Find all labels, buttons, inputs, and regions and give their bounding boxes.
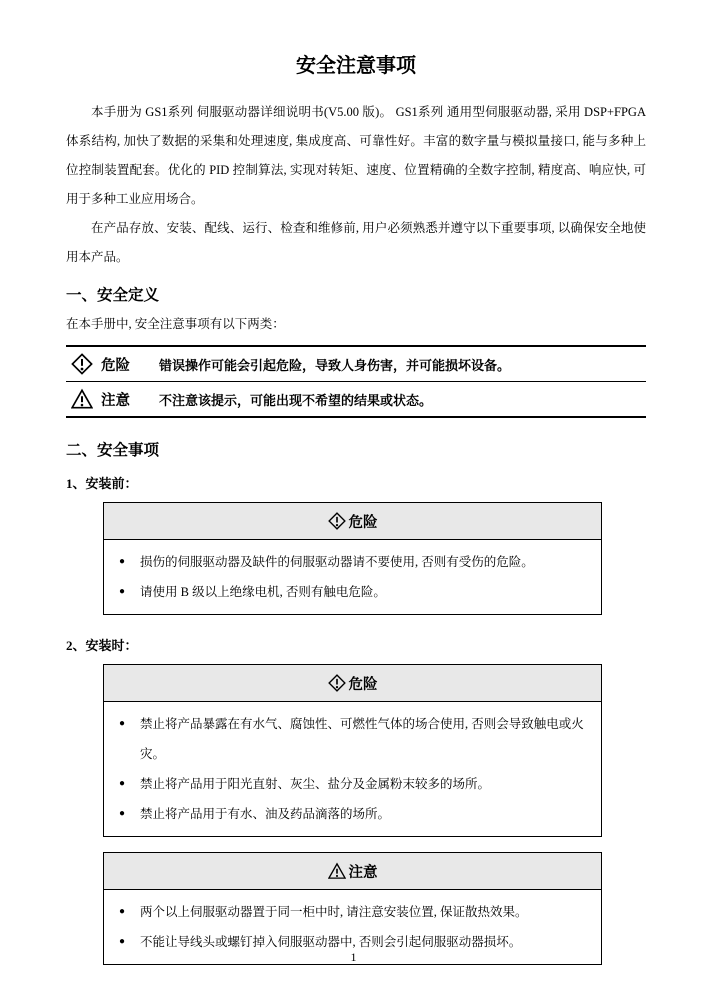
definition-label: 注意 xyxy=(101,392,130,409)
definition-row-danger xyxy=(66,347,646,381)
intro-paragraph-1: 本手册为 GS1系列 伺服驱动器详细说明书(V5.00 版)。 GS1系列 通用型伺服驱动器, 采用 DSP+FPGA 体系结构, 加快了数据的采集和处理速度, 集成度高、可靠性好。丰富的数字量与模拟量接口, 能与多种上位控制装置配套。优化的 PID 控制算法, 实现对转矩、速度、位置精确的全数字控制, 精度高、响应快, 可用于多种工业应用场合。 xyxy=(66,105,646,206)
bullet-icon: ● xyxy=(118,778,126,789)
danger-box-body xyxy=(104,540,601,614)
page-number: 1 xyxy=(350,950,357,964)
danger-diamond-icon xyxy=(328,512,346,530)
warning-text: 不能让导线头或螺钉掉入伺服驱动器中, 否则会引起伺服驱动器损坏。 xyxy=(140,935,522,949)
warning-text: 请使用 B 级以上绝缘电机, 否则有触电危险。 xyxy=(140,585,386,599)
list-item xyxy=(104,547,591,577)
section-heading-safety-definitions: 一、安全定义 xyxy=(66,287,160,304)
definitions-table xyxy=(66,345,646,418)
warning-text: 禁止将产品用于阳光直射、灰尘、盐分及金属粉末较多的场所。 xyxy=(140,777,491,791)
danger-box-title: 危险 xyxy=(348,514,378,531)
danger-box-during-install xyxy=(103,664,602,837)
caution-triangle-icon xyxy=(71,388,93,410)
caution-box-during-install xyxy=(103,852,602,965)
subsection-label-before-install: 1、安装前： xyxy=(66,476,138,491)
list-item xyxy=(104,769,591,799)
definition-text: 不注意该提示，可能出现不希望的结果或状态。 xyxy=(159,392,433,408)
intro-block xyxy=(66,98,646,272)
warning-text: 禁止将产品暴露在有水气、腐蚀性、可燃性气体的场合使用, 否则会导致触电或火灾。 xyxy=(140,717,584,761)
warning-text: 两个以上伺服驱动器置于同一柜中时, 请注意安装位置, 保证散热效果。 xyxy=(140,905,528,919)
bullet-icon: ● xyxy=(118,906,126,917)
bullet-icon: ● xyxy=(118,556,126,567)
danger-box-body xyxy=(104,702,601,836)
bullet-icon: ● xyxy=(118,586,126,597)
list-item xyxy=(104,709,591,769)
danger-diamond-icon xyxy=(328,674,346,692)
list-item xyxy=(104,897,591,927)
list-item xyxy=(104,799,591,829)
danger-box-title: 危险 xyxy=(348,676,378,693)
caution-box-header xyxy=(104,853,601,890)
warning-text: 损伤的伺服驱动器及缺件的伺服驱动器请不要使用, 否则有受伤的危险。 xyxy=(140,555,534,569)
bullet-icon: ● xyxy=(118,808,126,819)
danger-diamond-icon xyxy=(71,353,93,375)
definitions-intro: 在本手册中, 安全注意事项有以下两类： xyxy=(66,317,285,331)
definition-text: 错误操作可能会引起危险，导致人身伤害，并可能损坏设备。 xyxy=(159,357,511,373)
caution-triangle-icon xyxy=(328,862,346,880)
danger-box-header xyxy=(104,665,601,702)
subsection-label-during-install: 2、安装时： xyxy=(66,638,138,653)
bullet-icon: ● xyxy=(118,718,126,729)
intro-paragraph-2: 在产品存放、安装、配线、运行、检查和维修前, 用户必须熟悉并遵守以下重要事项, 以确保安全地使用本产品。 xyxy=(66,221,646,264)
caution-box-title: 注意 xyxy=(348,864,378,881)
list-item xyxy=(104,577,591,607)
danger-box-before-install xyxy=(103,502,602,615)
section-heading-safety-matters: 二、安全事项 xyxy=(66,442,160,459)
warning-text: 禁止将产品用于有水、油及药品滴落的场所。 xyxy=(140,807,391,821)
definition-row-caution xyxy=(66,381,646,416)
danger-box-header xyxy=(104,503,601,540)
bullet-icon: ● xyxy=(118,936,126,947)
definition-label: 危险 xyxy=(101,357,130,374)
page-title: 安全注意事项 xyxy=(296,55,416,77)
